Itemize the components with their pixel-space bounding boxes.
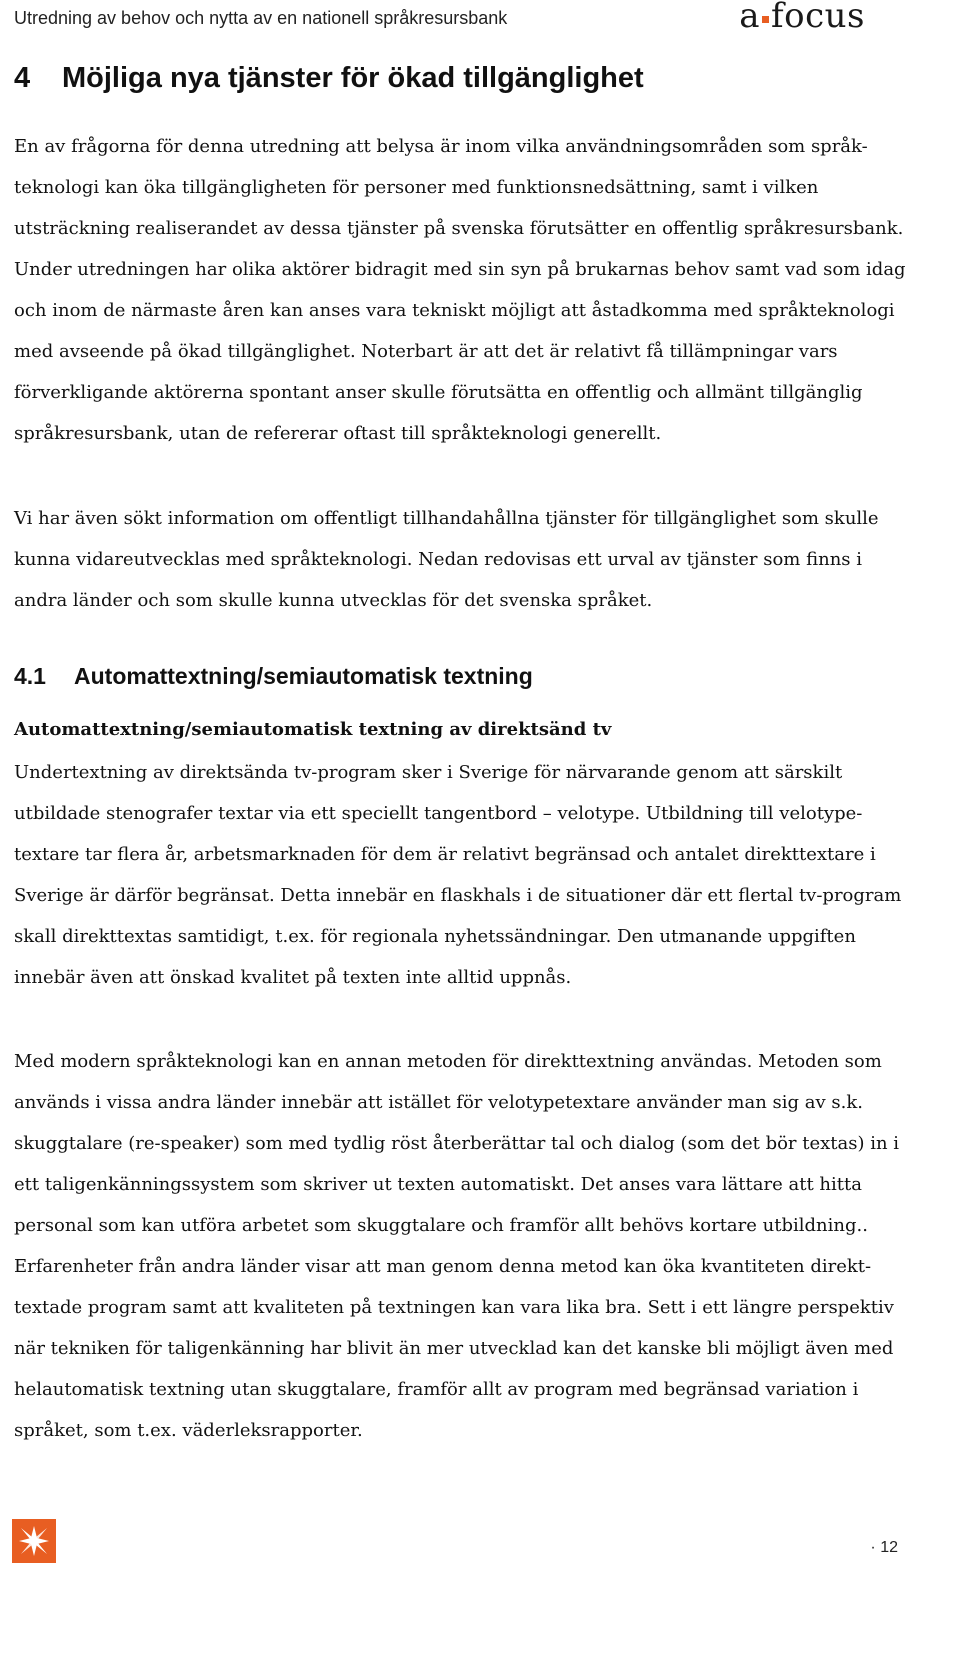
paragraph-respeaking	[14, 1041, 899, 1451]
running-header-title: Utredning av behov och nytta av en nationell språkresursbank	[14, 8, 508, 28]
text-line: skuggtalare (re-speaker) som med tydlig röst återberättar tal och dialog (som det bör textas) in i	[14, 1133, 900, 1154]
text-line: språkresursbank, utan de refererar oftast till språkteknologi generellt.	[14, 423, 662, 444]
subheading: Automattextning/semiautomatisk textning av direktsänd tv	[14, 719, 612, 740]
page-number: · 12	[870, 1539, 898, 1556]
text-line: Undertextning av direktsända tv-program sker i Sverige för närvarande genom att särskilt	[14, 762, 843, 783]
text-line: textade program samt att kvaliteten på textningen kan vara lika bra. Sett i ett längre perspektiv	[14, 1297, 894, 1318]
subsection-heading	[14, 663, 533, 690]
logo-letter-a: a	[739, 0, 761, 36]
section-heading	[14, 62, 644, 95]
text-line: innebär även att önskad kvalitet på texten inte alltid uppnås.	[14, 967, 572, 988]
afocus-logo	[739, 0, 865, 36]
text-line: ett taligenkänningssystem som skriver ut texten automatiskt. Det anses vara lättare att hitta	[14, 1174, 862, 1195]
paragraph-velotype	[14, 752, 902, 998]
text-line: Under utredningen har olika aktörer bidragit med sin syn på brukarnas behov samt vad som idag	[14, 259, 906, 280]
subsection-number: 4.1	[14, 663, 46, 689]
text-line: utbildade stenografer textar via ett speciellt tangentbord – velotype. Utbildning till velotype-	[14, 803, 863, 824]
section-number: 4	[14, 62, 31, 94]
text-line: helautomatisk textning utan skuggtalare, framför allt av program med begränsad variation i	[14, 1379, 859, 1400]
text-line: Med modern språkteknologi kan en annan metoden för direkttextning användas. Metoden som	[14, 1051, 882, 1072]
text-line: förverkligande aktörerna spontant anser skulle förutsätta en offentlig och allmänt tillgänglig	[14, 382, 863, 403]
text-line: utsträckning realiserandet av dessa tjänster på svenska förutsätter en offentlig språkresursbank.	[14, 218, 904, 239]
logo-word-focus: focus	[771, 0, 865, 36]
text-line: när tekniken för taligenkänning har blivit än mer utvecklad kan det kanske bli möjligt även med	[14, 1338, 894, 1359]
subsection-title: Automattextning/semiautomatisk textning	[74, 663, 533, 689]
text-line: Erfarenheter från andra länder visar att man genom denna metod kan öka kvantiteten direkt-	[14, 1256, 872, 1277]
text-line: Sverige är därför begränsat. Detta innebär en flaskhals i de situationer där ett flertal tv-program	[14, 885, 902, 906]
text-line: personal som kan utföra arbetet som skuggtalare och framför allt behövs kortare utbildning..	[14, 1215, 868, 1236]
text-line: teknologi kan öka tillgängligheten för personer med funktionsnedsättning, samt i vilken	[14, 177, 819, 198]
text-line: språket, som t.ex. väderleksrapporter.	[14, 1420, 363, 1441]
paragraph-services	[14, 498, 899, 621]
text-line: skall direkttextas samtidigt, t.ex. för regionala nyhetssändningar. Den utmanande uppgiften	[14, 926, 856, 947]
logo-orange-dot	[762, 16, 769, 23]
section-title: Möjliga nya tjänster för ökad tillgänglighet	[62, 62, 644, 94]
text-line: textare tar flera år, arbetsmarknaden för dem är relativt begränsad och antalet direkttextare i	[14, 844, 876, 865]
text-line: med avseende på ökad tillgänglighet. Noterbart är att det är relativt få tillämpningar vars	[14, 341, 838, 362]
text-line: används i vissa andra länder innebär att istället för velotypetextare använder man sig av s.k.	[14, 1092, 863, 1113]
text-line: En av frågorna för denna utredning att belysa är inom vilka användningsområden som språk-	[14, 136, 868, 157]
text-line: Vi har även sökt information om offentligt tillhandahållna tjänster för tillgänglighet som skulle	[14, 508, 879, 529]
text-line: andra länder och som skulle kunna utvecklas för det svenska språket.	[14, 590, 653, 611]
paragraph-intro	[14, 126, 906, 454]
text-line: kunna vidareutvecklas med språkteknologi. Nedan redovisas ett urval av tjänster som finns i	[14, 549, 863, 570]
orange-star-logo-icon	[12, 1519, 56, 1563]
text-line: och inom de närmaste åren kan anses vara tekniskt möjligt att åstadkomma med språkteknologi	[14, 300, 895, 321]
